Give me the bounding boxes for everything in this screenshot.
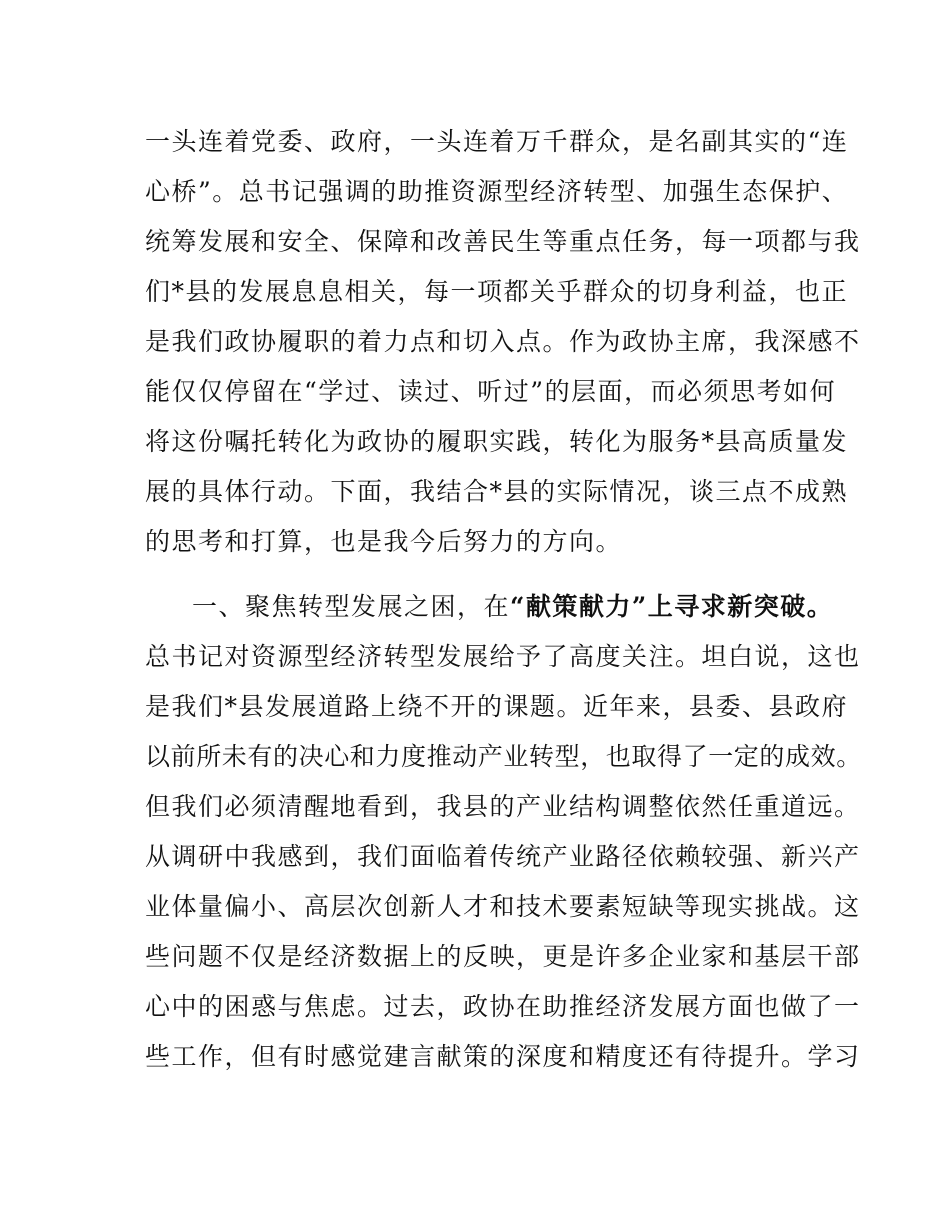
paragraph-line: 些工作，但有时感觉建言献策的深度和精度还有待提升。学习 (145, 1042, 861, 1071)
paragraph-line: 展的具体行动。下面，我结合*县的实际情况，谈三点不成熟 (145, 477, 849, 506)
paragraph-line: 将这份嘱托转化为政协的履职实践，转化为服务*县高质量发 (145, 427, 849, 456)
paragraph-line: 的思考和打算，也是我今后努力的方向。 (145, 527, 623, 556)
section-heading (192, 591, 833, 623)
paragraph-line: 一头连着党委、政府，一头连着万千群众，是名副其实的“连 (145, 127, 849, 156)
section-heading-prefix: 一、聚焦转型发展之困，在 (192, 592, 511, 621)
paragraph-line: 是我们政协履职的着力点和切入点。作为政协主席，我深感不 (145, 327, 861, 356)
paragraph-line: 从调研中我感到，我们面临着传统产业路径依赖较强、新兴产 (145, 842, 861, 871)
paragraph-line: 统筹发展和安全、保障和改善民生等重点任务，每一项都与我 (145, 227, 861, 256)
paragraph-line: 以前所未有的决心和力度推动产业转型，也取得了一定的成效。 (145, 742, 862, 771)
paragraph-line: 能仅仅停留在“学过、读过、听过”的层面，而必须思考如何 (145, 377, 837, 406)
paragraph-line: 心中的困惑与焦虑。过去，政协在助推经济发展方面也做了一 (145, 992, 861, 1021)
paragraph-line: 们*县的发展息息相关，每一项都关乎群众的切身利益，也正 (145, 277, 849, 306)
paragraph-line: 总书记对资源型经济转型发展给予了高度关注。坦白说，这也 (145, 642, 861, 671)
paragraph-line: 心桥”。总书记强调的助推资源型经济转型、加强生态保护、 (145, 177, 849, 206)
paragraph-line: 些问题不仅是经济数据上的反映，更是许多企业家和基层干部 (145, 942, 861, 971)
paragraph-line: 但我们必须清醒地看到，我县的产业结构调整依然任重道远。 (145, 792, 861, 821)
paragraph-line: 是我们*县发展道路上绕不开的课题。近年来，县委、县政府 (145, 692, 849, 721)
section-heading-bold: “献策献力”上寻求新突破。 (510, 592, 834, 621)
paragraph-line: 业体量偏小、高层次创新人才和技术要素短缺等现实挑战。这 (145, 892, 861, 921)
